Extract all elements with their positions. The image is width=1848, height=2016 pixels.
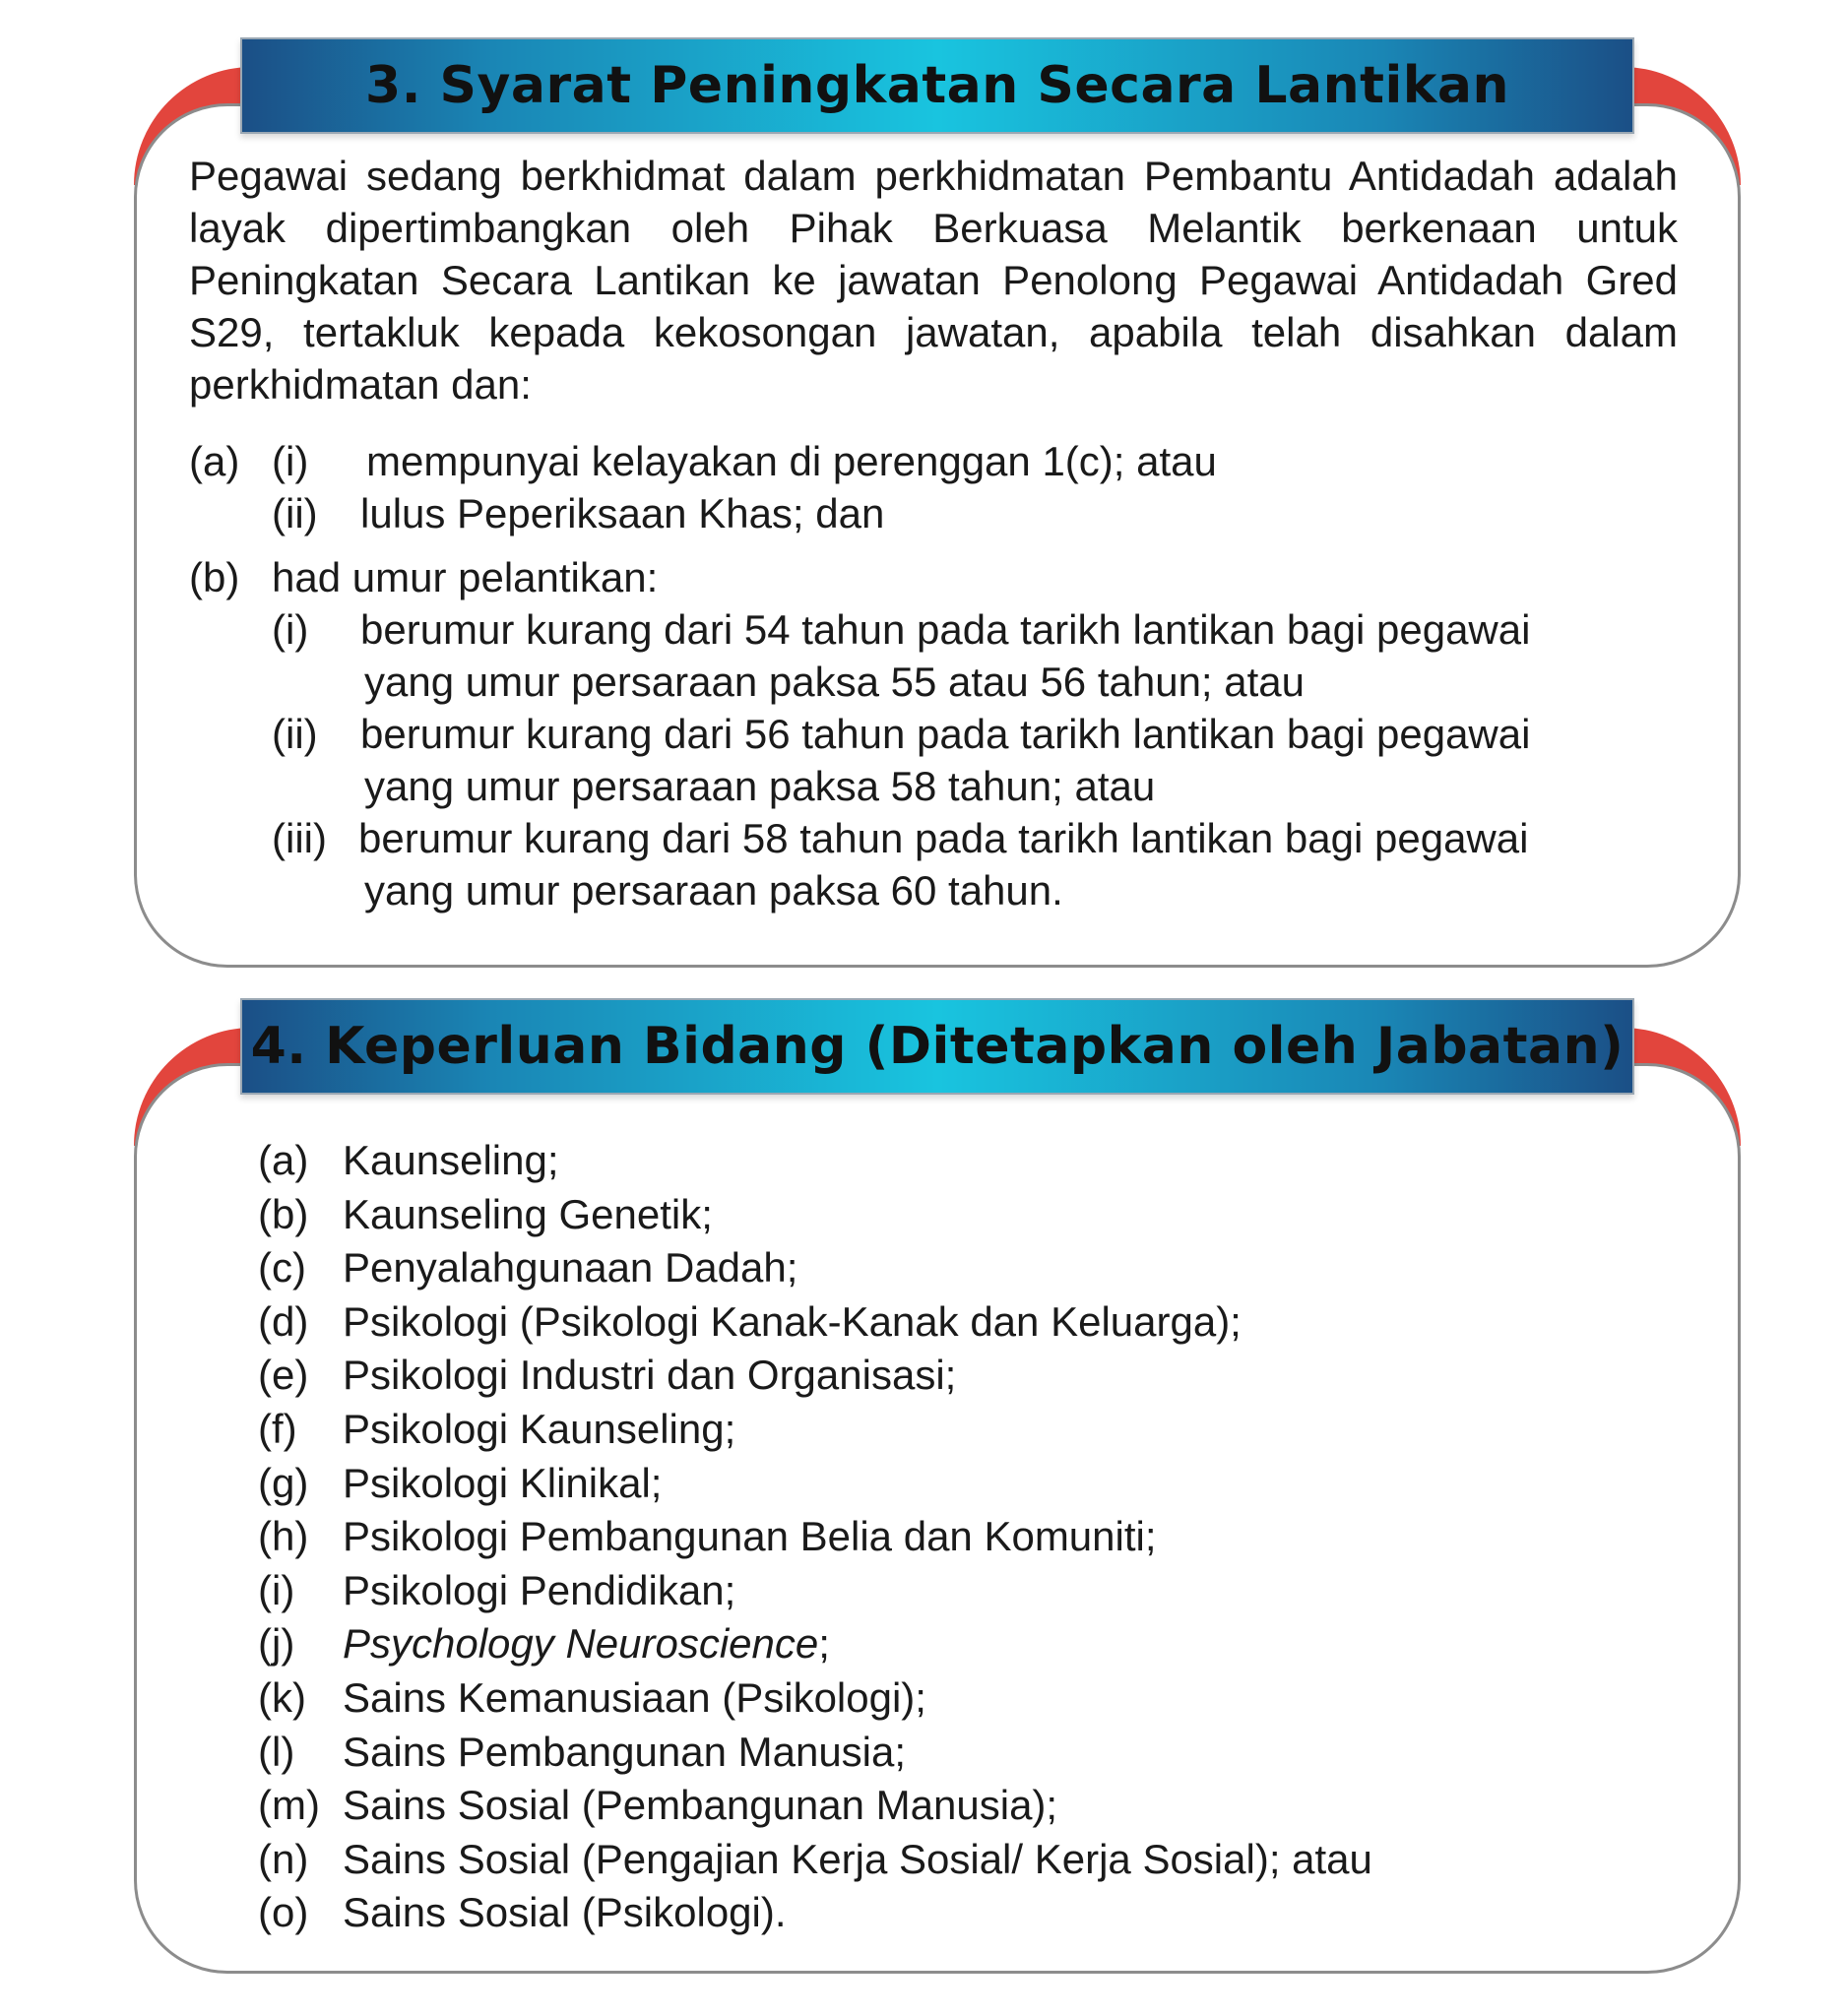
item-a-ii-text: lulus Peperiksaan Khas; dan bbox=[360, 490, 885, 536]
item-b-i-line2: yang umur persaraan paksa 55 atau 56 tahun; atau bbox=[364, 659, 1306, 705]
list-item-text-italic: Psychology Neuroscience bbox=[343, 1620, 819, 1668]
section-3-item-a-ii bbox=[189, 487, 1686, 539]
item-b-text: had umur pelantikan: bbox=[272, 554, 659, 600]
item-b-i-line1: berumur kurang dari 54 tahun pada tarikh lantikan bagi pegawai bbox=[360, 606, 1531, 653]
list-item-text-suffix: ; bbox=[818, 1620, 830, 1668]
list-item bbox=[258, 1779, 1636, 1831]
item-b-iii-line1: berumur kurang dari 58 tahun pada tarikh lantikan bagi pegawai bbox=[358, 815, 1529, 861]
section-4-title: 4. Keperluan Bidang (Ditetapkan oleh Jabatan) bbox=[250, 1017, 1625, 1076]
list-item-text: Psikologi Pembangunan Belia dan Komuniti; bbox=[343, 1513, 1157, 1560]
item-a-ii-label: (ii) bbox=[272, 490, 318, 536]
list-item-text: Kaunseling Genetik; bbox=[343, 1190, 713, 1237]
section-3-item-b-iii bbox=[189, 812, 1686, 916]
list-item-text: Penyalahgunaan Dadah; bbox=[343, 1244, 798, 1292]
list-item-label: (i) bbox=[258, 1566, 295, 1613]
list-item-text: Kaunseling; bbox=[343, 1137, 559, 1183]
item-b-iii-line2: yang umur persaraan paksa 60 tahun. bbox=[364, 867, 1063, 914]
list-item-text: Sains Sosial (Pembangunan Manusia); bbox=[343, 1782, 1058, 1829]
list-item-label: (d) bbox=[258, 1297, 309, 1345]
list-item bbox=[258, 1457, 1636, 1509]
list-item-label: (h) bbox=[258, 1513, 309, 1560]
list-item bbox=[258, 1188, 1636, 1240]
item-b-iii-label: (iii) bbox=[272, 815, 327, 861]
list-item-label: (j) bbox=[258, 1620, 295, 1668]
list-item-text: Sains Sosial (Psikologi). bbox=[343, 1889, 787, 1936]
list-item-label: (n) bbox=[258, 1835, 309, 1882]
list-item bbox=[258, 1564, 1636, 1616]
list-item-text: Psikologi (Psikologi Kanak-Kanak dan Keluarga); bbox=[343, 1297, 1242, 1345]
list-item bbox=[258, 1671, 1636, 1724]
list-item-text bbox=[343, 1617, 830, 1670]
list-item-label: (o) bbox=[258, 1889, 309, 1936]
section-4-banner bbox=[240, 998, 1634, 1095]
item-b-ii-line1: berumur kurang dari 56 tahun pada tarikh lantikan bagi pegawai bbox=[360, 711, 1531, 757]
list-item bbox=[258, 1349, 1636, 1401]
item-b-i-label: (i) bbox=[272, 606, 309, 653]
section-4 bbox=[0, 984, 1848, 2016]
list-item bbox=[258, 1726, 1636, 1778]
list-item-label: (m) bbox=[258, 1782, 320, 1829]
item-a-label: (a) bbox=[189, 438, 240, 484]
section-3-item-a-i bbox=[189, 435, 1686, 487]
section-3 bbox=[0, 0, 1848, 984]
list-item-text: Psikologi Klinikal; bbox=[343, 1459, 663, 1506]
list-item-label: (l) bbox=[258, 1728, 295, 1775]
section-3-item-b bbox=[189, 551, 1686, 603]
section-3-banner bbox=[240, 37, 1634, 134]
list-item bbox=[258, 1403, 1636, 1455]
list-item-label: (c) bbox=[258, 1244, 306, 1292]
list-item-label: (b) bbox=[258, 1190, 309, 1237]
list-item bbox=[258, 1241, 1636, 1293]
item-b-ii-line2: yang umur persaraan paksa 58 tahun; atau bbox=[364, 763, 1156, 809]
list-item-label: (f) bbox=[258, 1406, 297, 1452]
list-item-text: Psikologi Pendidikan; bbox=[343, 1566, 736, 1613]
list-item-label: (e) bbox=[258, 1352, 309, 1399]
item-b-ii-label: (ii) bbox=[272, 711, 318, 757]
section-3-item-b-ii bbox=[189, 708, 1686, 812]
list-item-label: (a) bbox=[258, 1137, 309, 1183]
item-b-label: (b) bbox=[189, 554, 240, 600]
list-item bbox=[258, 1886, 1636, 1938]
list-item-label: (g) bbox=[258, 1459, 309, 1506]
list-item bbox=[258, 1510, 1636, 1562]
list-item bbox=[258, 1295, 1636, 1348]
section-3-intro: Pegawai sedang berkhidmat dalam perkhidmatan Pembantu Antidadah adalah layak dipertimbangkan oleh Pihak Berkuasa Melantik berkenaan untuk Peningkatan Secara Lantikan ke jawatan Penolong Pegawai Antidadah Gred S29, tertakluk kepada kekosongan jawatan, apabila telah disahkan dalam perkhidmatan dan: bbox=[189, 153, 1678, 408]
item-a-i-label: (i) bbox=[272, 438, 309, 484]
list-item bbox=[258, 1617, 1636, 1670]
list-item-label: (k) bbox=[258, 1674, 306, 1721]
list-item-text: Psikologi Kaunseling; bbox=[343, 1406, 736, 1452]
list-item-text: Psikologi Industri dan Organisasi; bbox=[343, 1352, 957, 1399]
list-item-text: Sains Sosial (Pengajian Kerja Sosial/ Kerja Sosial); atau bbox=[343, 1835, 1372, 1882]
list-item-text: Sains Kemanusiaan (Psikologi); bbox=[343, 1674, 926, 1721]
item-a-i-text: mempunyai kelayakan di perenggan 1(c); atau bbox=[366, 438, 1217, 484]
section-3-title: 3. Syarat Peningkatan Secara Lantikan bbox=[365, 56, 1509, 115]
list-item-text: Sains Pembangunan Manusia; bbox=[343, 1728, 907, 1775]
list-item bbox=[258, 1833, 1636, 1885]
list-item bbox=[258, 1134, 1636, 1186]
section-3-item-b-i bbox=[189, 603, 1686, 708]
